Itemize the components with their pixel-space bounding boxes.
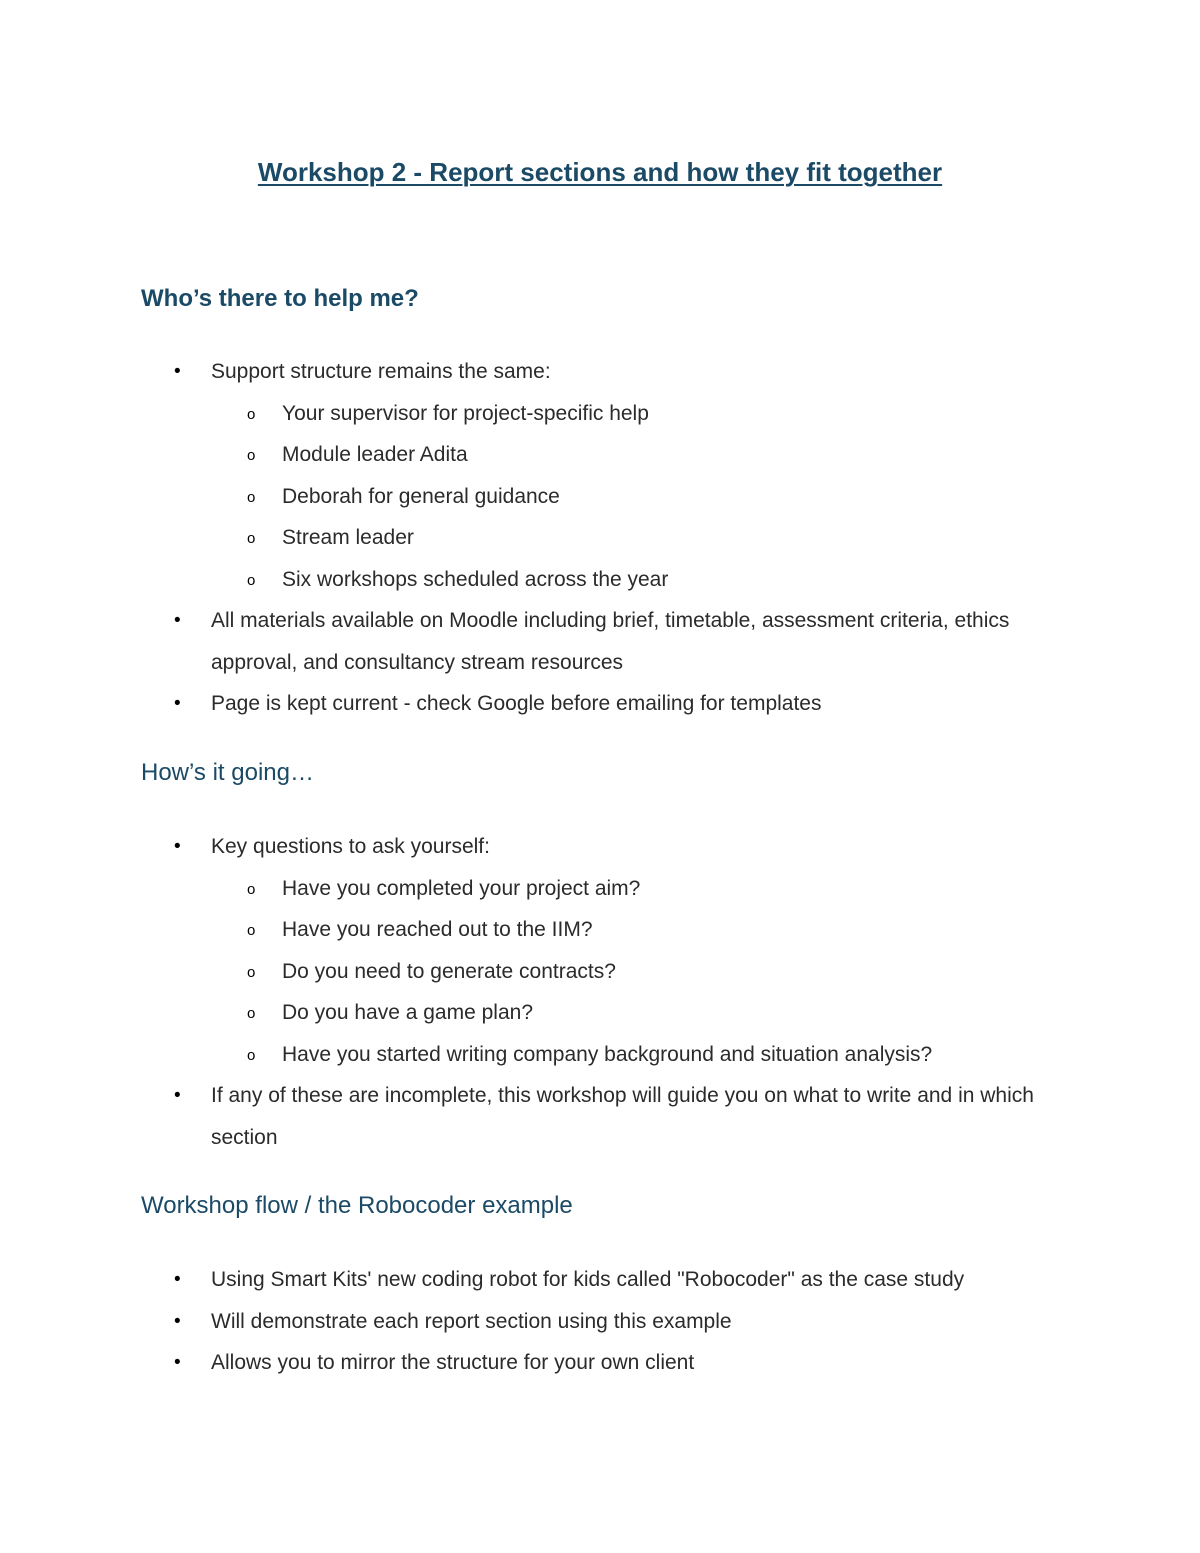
sub-list-item <box>0 909 1062 951</box>
sub-list-item-text: Module leader Adita <box>282 443 468 466</box>
list-item-text: Key questions to ask yourself: <box>211 835 490 858</box>
sub-bullet-icon: o <box>247 963 256 981</box>
list-item <box>0 826 1071 868</box>
sub-list-item <box>0 434 1062 476</box>
list-item <box>0 683 1071 725</box>
bullet-icon: • <box>174 836 181 857</box>
sub-bullet-icon: o <box>247 571 256 589</box>
sub-list-item-text: Your supervisor for project-specific help <box>282 401 649 425</box>
section-list-progress <box>0 826 1071 1158</box>
section-list-help <box>0 351 1071 725</box>
list-item-text: Will demonstrate each report section using this example <box>211 1309 732 1333</box>
document-title: Workshop 2 - Report sections and how they fit together <box>257 157 943 187</box>
sub-bullet-icon: o <box>247 530 256 547</box>
list-item <box>0 1342 1071 1384</box>
sub-list-item-text: Six workshops scheduled across the year <box>282 567 669 591</box>
list-item-text: Using Smart Kits' new coding robot for kids called "Robocoder" as the case study <box>211 1268 965 1291</box>
list-item <box>0 1075 1071 1158</box>
sub-bullet-icon: o <box>247 922 256 939</box>
bullet-icon: • <box>174 361 181 382</box>
sub-list-item <box>0 393 1062 435</box>
sub-list-item <box>0 992 1062 1034</box>
list-item <box>0 1301 1071 1343</box>
bullet-icon: • <box>174 693 181 714</box>
sub-list-item <box>0 517 1062 559</box>
section-heading-workshop-flow: Workshop flow / the Robocoder example <box>141 1192 573 1219</box>
sub-list-item-text: Do you have a game plan? <box>282 1001 534 1024</box>
sub-list-item-text: Stream leader <box>282 526 414 549</box>
bullet-icon: • <box>174 1085 181 1106</box>
sub-bullet-icon: o <box>247 488 256 506</box>
list-item-text: Page is kept current - check Google before emailing for templates <box>211 692 822 715</box>
list-item <box>0 1259 1071 1301</box>
sub-list-item-text: Have you completed your project aim? <box>282 876 641 900</box>
sub-bullet-icon: o <box>247 405 256 423</box>
sub-list-item <box>0 951 1062 993</box>
sub-bullet-icon: o <box>247 447 256 464</box>
sub-list-item-text: Have you started writing company background and situation analysis? <box>282 1042 933 1066</box>
list-item <box>0 351 1071 393</box>
list-item-text: If any of these are incomplete, this workshop will guide you on what to write and in which section <box>211 1084 1034 1149</box>
sub-list-item-text: Deborah for general guidance <box>282 484 560 508</box>
bullet-icon: • <box>174 610 181 631</box>
sub-list-item <box>0 1034 1062 1076</box>
list-item <box>0 600 1071 683</box>
sub-list-item <box>0 476 1062 518</box>
list-item-text: Allows you to mirror the structure for your own client <box>211 1351 695 1374</box>
sub-list-item <box>0 559 1062 601</box>
bullet-icon: • <box>174 1352 181 1373</box>
sub-list-item-text: Do you need to generate contracts? <box>282 959 616 983</box>
sub-bullet-icon: o <box>247 1046 256 1064</box>
bullet-icon: • <box>174 1269 181 1290</box>
bullet-icon: • <box>174 1310 181 1332</box>
list-item-text: Support structure remains the same: <box>211 360 551 383</box>
sub-list-item-text: Have you reached out to the IIM? <box>282 918 593 941</box>
list-item-text: All materials available on Moodle including brief, timetable, assessment criteria, ethics approval, and consultancy stream resources <box>211 609 1010 674</box>
section-heading-progress: How’s it going… <box>141 759 314 786</box>
sub-list-item <box>0 868 1062 910</box>
section-heading-help: Who’s there to help me? <box>141 285 419 312</box>
sub-bullet-icon: o <box>247 1005 256 1022</box>
sub-bullet-icon: o <box>247 880 256 898</box>
section-list-workshop-flow <box>0 1259 1071 1384</box>
